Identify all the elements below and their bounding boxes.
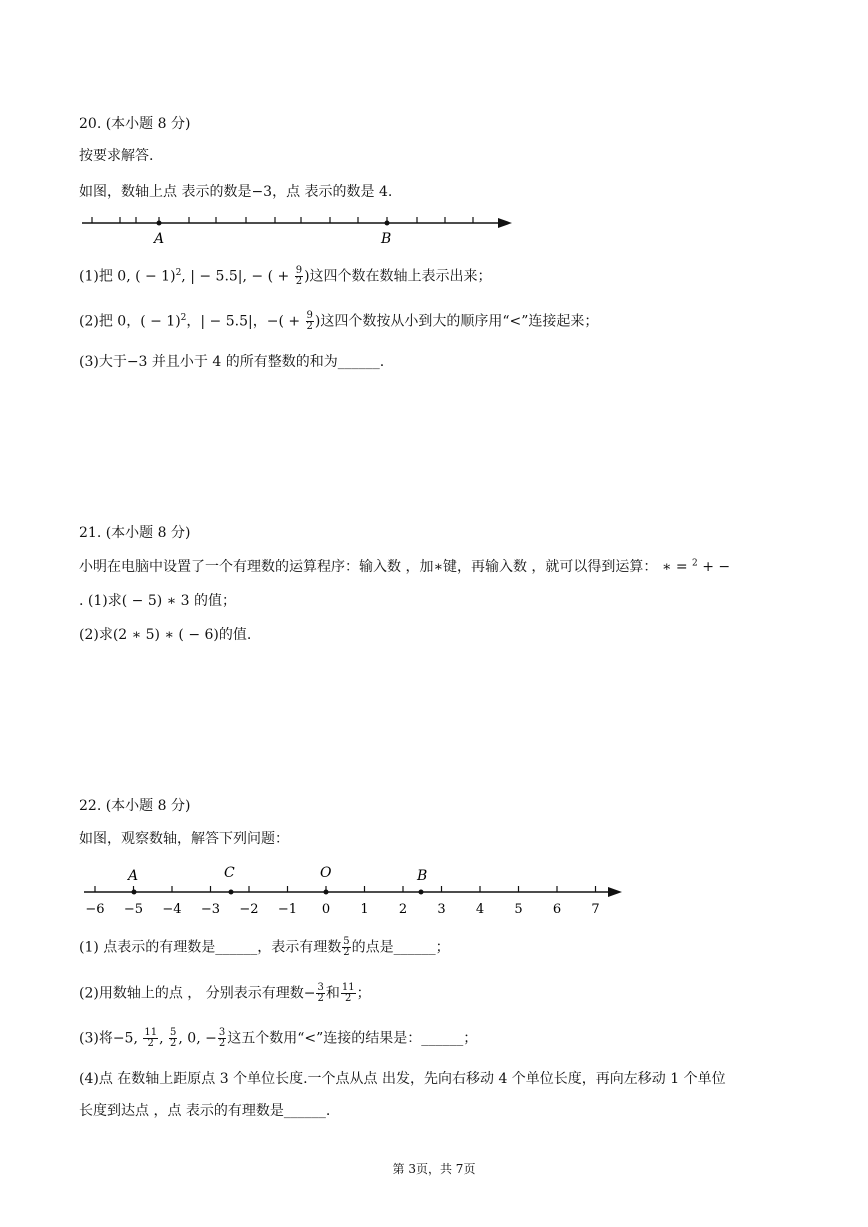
q22-tick-label: −5 [123,902,144,917]
q22-tick-label: −6 [85,902,105,917]
page-footer: 第 3页，共 7页 [392,1162,476,1176]
q22-tick-label: 3 [437,902,446,917]
q21-header: 21. (本小题 8 分) [79,525,191,541]
q22-point-o [324,890,329,895]
q20-label-a: A [154,231,165,247]
q22-tick-label: −1 [277,902,298,917]
q21-line1: 小明在电脑中设置了一个有理数的运算程序：输入数 ，加∗键，再输入数 ，就可以得到运算： ∗ = $^2$ + − [79,558,731,575]
q22-intro: 如图，观察数轴，解答下列问题： [79,831,289,847]
q22-tick-label: 2 [398,902,408,917]
q20-part3: (3)大于−3 并且小于 4 的所有整数的和为______. [79,354,385,370]
q22-tick-label: −4 [162,902,182,917]
q22-part1: (1) 点表示的有理数是______，表示有理数 $\frac{5}{2}$ 的点是______； [79,936,450,958]
q22-tick-label: 5 [514,902,523,917]
q20-point-b [385,221,390,226]
q20-label-b: B [381,231,392,247]
q20-intro: 按要求解答. [79,148,154,164]
q22-point-b [419,890,424,895]
q22-part2: (2)用数轴上的点 ， 分别表示有理数− $\frac{3}{2}$ 和 $\frac{11}{2}$ ； [79,982,371,1004]
q22-tick-label: −3 [200,902,221,917]
q22-label-b: B [417,868,428,884]
q22-point-c [229,890,234,895]
q22-label-a: A [128,868,139,884]
q21-line2: . (1)求( − 5) ∗ 3 的值； [79,593,236,609]
q20-description: 如图，数轴上点 表示的数是−3，点 表示的数是 4. [79,184,393,200]
q22-part3: (3)将−5, $\frac{11}{2}$ , $\frac{5}{2}$ , 0, − $\frac{3}{2}$ 这五个数用“<”连接的结果是：______； [79,1027,478,1049]
q20-part2: (2)把 0，( − 1)$^2$，| − 5.5|，−( + $\frac{9}{2}$ )这四个数按从小到大的顺序用“<”连接起来； [79,310,599,332]
q22-part4-line1: (4)点 在数轴上距原点 3 个单位长度.一个点从点 出发，先向右移动 4 个单位长度，再向左移动 1 个单位 [79,1071,726,1087]
q22-tick-label: 1 [360,902,369,917]
q22-header: 22. (本小题 8 分) [79,798,191,814]
q22-tick-label: 7 [591,902,600,917]
q20-number-line [80,205,520,250]
q22-number-line [80,860,625,922]
q22-point-a [132,890,137,895]
q20-header: 20. (本小题 8 分) [79,116,191,132]
q22-label-o: O [320,865,332,881]
q20-part1: (1)把 0, ( − 1)$^2$, | − 5.5|, − ( + $\frac{9}{2}$ )这四个数在数轴上表示出来； [79,265,492,287]
q22-tick-label: 6 [552,902,562,917]
q22-tick-label: 4 [475,902,485,917]
q21-line3: (2)求(2 ∗ 5) ∗ ( − 6)的值. [79,627,252,643]
q22-tick-label: 0 [321,902,331,917]
q20-point-a [157,221,162,226]
q22-part4-line2: 长度到达点 ，点 表示的有理数是______. [79,1103,331,1119]
q22-tick-label: −2 [239,902,259,917]
q22-label-c: C [224,865,235,881]
